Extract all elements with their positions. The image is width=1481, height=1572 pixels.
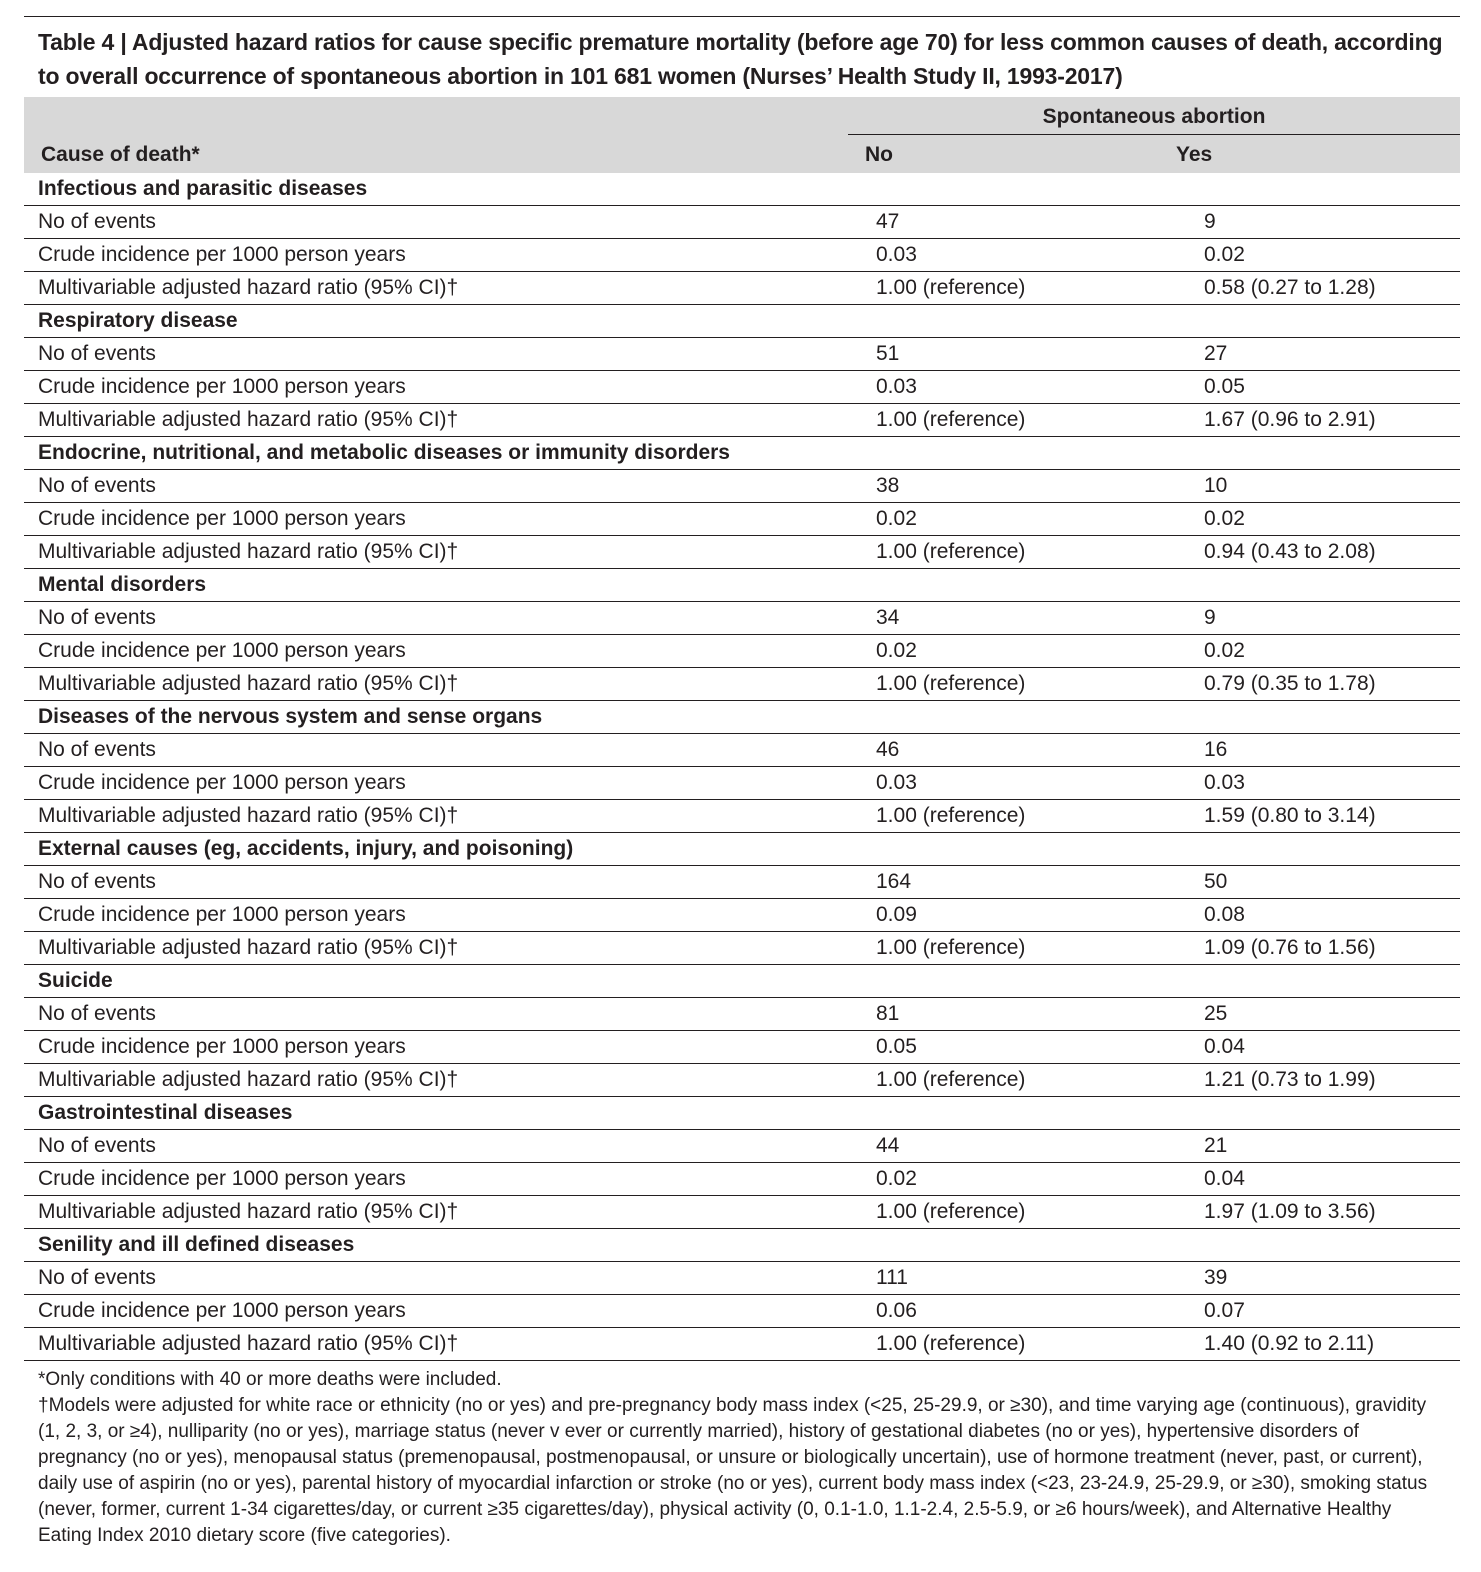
- cell-no: 0.05: [862, 1031, 1190, 1064]
- table-row: [24, 1328, 1460, 1361]
- table-row: [24, 239, 1460, 272]
- row-label: No of events: [24, 734, 862, 767]
- cell-yes: 0.02: [1190, 239, 1460, 272]
- section-header-row: [24, 701, 1460, 734]
- cell-yes: 0.04: [1190, 1031, 1460, 1064]
- row-label: No of events: [24, 470, 862, 503]
- row-label: Crude incidence per 1000 person years: [24, 899, 862, 932]
- table-row: [24, 1064, 1460, 1097]
- row-label: Multivariable adjusted hazard ratio (95% CI)†: [24, 1196, 862, 1229]
- section-name: Endocrine, nutritional, and metabolic diseases or immunity disorders: [24, 437, 862, 470]
- cell-no: 0.02: [862, 635, 1190, 668]
- cell-no: 1.00 (reference): [862, 1064, 1190, 1097]
- cell-yes: 21: [1190, 1130, 1460, 1163]
- cell-yes: 0.07: [1190, 1295, 1460, 1328]
- section-header-row: [24, 1097, 1460, 1130]
- table-row: [24, 866, 1460, 899]
- cell-yes: 1.97 (1.09 to 3.56): [1190, 1196, 1460, 1229]
- cell-yes: 0.02: [1190, 503, 1460, 536]
- cell-no: 0.06: [862, 1295, 1190, 1328]
- row-label: Multivariable adjusted hazard ratio (95% CI)†: [24, 1064, 862, 1097]
- table-row: [24, 668, 1460, 701]
- empty-cell: [862, 833, 1190, 866]
- table-row: [24, 800, 1460, 833]
- section-name: Diseases of the nervous system and sense organs: [24, 701, 862, 734]
- cell-yes: 1.59 (0.80 to 3.14): [1190, 800, 1460, 833]
- cell-no: 46: [862, 734, 1190, 767]
- cell-yes: 0.05: [1190, 371, 1460, 404]
- row-label: Multivariable adjusted hazard ratio (95% CI)†: [24, 536, 862, 569]
- row-label: No of events: [24, 602, 862, 635]
- row-label: No of events: [24, 998, 862, 1031]
- section-name: Senility and ill defined diseases: [24, 1229, 862, 1262]
- cell-no: 1.00 (reference): [862, 536, 1190, 569]
- row-label: No of events: [24, 338, 862, 371]
- cell-no: 0.02: [862, 1163, 1190, 1196]
- cell-yes: 10: [1190, 470, 1460, 503]
- table-row: [24, 1196, 1460, 1229]
- empty-cell: [862, 437, 1190, 470]
- cell-no: 111: [862, 1262, 1190, 1295]
- empty-cell: [1190, 305, 1460, 338]
- cell-no: 0.03: [862, 371, 1190, 404]
- table-row: [24, 1163, 1460, 1196]
- empty-cell: [862, 965, 1190, 998]
- row-label: No of events: [24, 1262, 862, 1295]
- row-label: No of events: [24, 1130, 862, 1163]
- cell-yes: 0.94 (0.43 to 2.08): [1190, 536, 1460, 569]
- empty-cell: [1190, 437, 1460, 470]
- cell-yes: 0.02: [1190, 635, 1460, 668]
- section-header-row: [24, 833, 1460, 866]
- section-name: External causes (eg, accidents, injury, and poisoning): [24, 833, 862, 866]
- cell-yes: 1.21 (0.73 to 1.99): [1190, 1064, 1460, 1097]
- cell-no: 51: [862, 338, 1190, 371]
- section-header-row: [24, 569, 1460, 602]
- empty-cell: [862, 701, 1190, 734]
- cell-yes: 0.58 (0.27 to 1.28): [1190, 272, 1460, 305]
- empty-cell: [862, 305, 1190, 338]
- cell-yes: 39: [1190, 1262, 1460, 1295]
- table-row: [24, 536, 1460, 569]
- section-name: Suicide: [24, 965, 862, 998]
- cell-no: 1.00 (reference): [862, 272, 1190, 305]
- cell-no: 1.00 (reference): [862, 1196, 1190, 1229]
- empty-cell: [1190, 701, 1460, 734]
- empty-cell: [862, 1229, 1190, 1262]
- cell-no: 0.02: [862, 503, 1190, 536]
- row-label: Multivariable adjusted hazard ratio (95% CI)†: [24, 932, 862, 965]
- table-row: [24, 1262, 1460, 1295]
- table-row: [24, 1295, 1460, 1328]
- empty-cell: [862, 173, 1190, 206]
- table-row: [24, 1130, 1460, 1163]
- section-header-row: [24, 305, 1460, 338]
- cell-no: 1.00 (reference): [862, 668, 1190, 701]
- row-label: No of events: [24, 206, 862, 239]
- footnote-dagger: †Models were adjusted for white race or ethnicity (no or yes) and pre-pregnancy body mass index (<25, 25-29.9, or ≥30), and time varying age (continuous), gravidity (1, 2, 3, or ≥4), nulliparity (no or yes), marriage status (never v ever or currently married), history of gestational diabetes (no or yes), hypertensive disorders of pregnancy (no or yes), menopausal status (premenopausal, postmenopausal, or unsure or biologically uncertain), use of hormone treatment (never, past, or current), daily use of aspirin (no or yes), parental history of myocardial infarction or stroke (no or yes), current body mass index (<23, 23-24.9, 25-29.9, or ≥30), smoking status (never, former, current 1-34 cigarettes/day, or current ≥35 cigarettes/day), physical activity (0, 0.1-1.0, 1.1-2.4, 2.5-5.9, or ≥6 hours/week), and Alternative Healthy Eating Index 2010 dietary score (five categories).: [38, 1395, 1428, 1546]
- table-row: [24, 272, 1460, 305]
- section-header-row: [24, 1229, 1460, 1262]
- table-figure: [24, 16, 1460, 1549]
- column-header-cause: Cause of death*: [41, 143, 200, 166]
- row-label: Multivariable adjusted hazard ratio (95% CI)†: [24, 272, 862, 305]
- spanning-header: Spontaneous abortion: [1042, 105, 1266, 128]
- cell-no: 1.00 (reference): [862, 800, 1190, 833]
- cell-yes: 1.09 (0.76 to 1.56): [1190, 932, 1460, 965]
- section-name: Respiratory disease: [24, 305, 862, 338]
- row-label: Crude incidence per 1000 person years: [24, 371, 862, 404]
- empty-cell: [1190, 569, 1460, 602]
- table-row: [24, 338, 1460, 371]
- cell-no: 1.00 (reference): [862, 404, 1190, 437]
- row-label: Crude incidence per 1000 person years: [24, 1295, 862, 1328]
- cell-no: 47: [862, 206, 1190, 239]
- footnote-star: *Only conditions with 40 or more deaths were included.: [38, 1369, 502, 1390]
- table-row: [24, 932, 1460, 965]
- cell-yes: 0.08: [1190, 899, 1460, 932]
- row-label: Crude incidence per 1000 person years: [24, 503, 862, 536]
- cell-yes: 1.67 (0.96 to 2.91): [1190, 404, 1460, 437]
- cell-yes: 9: [1190, 602, 1460, 635]
- section-header-row: [24, 965, 1460, 998]
- empty-cell: [1190, 833, 1460, 866]
- table-row: [24, 371, 1460, 404]
- section-header-row: [24, 437, 1460, 470]
- table-row: [24, 899, 1460, 932]
- cell-no: 0.03: [862, 239, 1190, 272]
- row-label: Crude incidence per 1000 person years: [24, 1163, 862, 1196]
- cell-no: 1.00 (reference): [862, 1328, 1190, 1361]
- empty-cell: [1190, 1229, 1460, 1262]
- empty-cell: [1190, 965, 1460, 998]
- table-row: [24, 767, 1460, 800]
- cell-yes: 0.79 (0.35 to 1.78): [1190, 668, 1460, 701]
- table-row: [24, 998, 1460, 1031]
- cell-yes: 9: [1190, 206, 1460, 239]
- footnotes: [24, 1361, 1460, 1549]
- section-name: Infectious and parasitic diseases: [38, 177, 368, 200]
- data-table: [24, 173, 1460, 1360]
- table-row: [24, 206, 1460, 239]
- empty-cell: [862, 569, 1190, 602]
- cell-no: 38: [862, 470, 1190, 503]
- cell-yes: 25: [1190, 998, 1460, 1031]
- row-label: No of events: [24, 866, 862, 899]
- table-title: Table 4 | Adjusted hazard ratios for cause specific premature mortality (before age 70) for less common causes of death, according to overall occurrence of spontaneous abortion in 101 681 women (Nurses’ Health Study II, 1993-2017): [24, 17, 1460, 97]
- spanning-header-rule: [848, 134, 1460, 135]
- cell-yes: 0.03: [1190, 767, 1460, 800]
- empty-cell: [862, 1097, 1190, 1130]
- cell-no: 0.09: [862, 899, 1190, 932]
- cell-no: 44: [862, 1130, 1190, 1163]
- table-row: [24, 602, 1460, 635]
- cell-yes: 0.04: [1190, 1163, 1460, 1196]
- table-row: [24, 404, 1460, 437]
- cell-yes: 50: [1190, 866, 1460, 899]
- table-row: [24, 635, 1460, 668]
- empty-cell: [1190, 173, 1460, 206]
- section-name: Mental disorders: [24, 569, 862, 602]
- table-header: [24, 97, 1460, 173]
- row-label: Crude incidence per 1000 person years: [24, 239, 862, 272]
- table-row: [24, 1031, 1460, 1064]
- row-label: Multivariable adjusted hazard ratio (95% CI)†: [24, 1328, 862, 1361]
- column-header-no: No: [865, 143, 893, 166]
- cell-no: 164: [862, 866, 1190, 899]
- row-label: Multivariable adjusted hazard ratio (95% CI)†: [24, 404, 862, 437]
- cell-no: 81: [862, 998, 1190, 1031]
- table-row: [24, 470, 1460, 503]
- row-label: Crude incidence per 1000 person years: [24, 767, 862, 800]
- row-label: Multivariable adjusted hazard ratio (95% CI)†: [24, 800, 862, 833]
- table-row: [24, 503, 1460, 536]
- cell-yes: 16: [1190, 734, 1460, 767]
- cell-no: 0.03: [862, 767, 1190, 800]
- empty-cell: [1190, 1097, 1460, 1130]
- row-label: Multivariable adjusted hazard ratio (95% CI)†: [24, 668, 862, 701]
- table-row: [24, 734, 1460, 767]
- row-label: Crude incidence per 1000 person years: [24, 1031, 862, 1064]
- table-body: [24, 173, 1460, 1360]
- cell-no: 1.00 (reference): [862, 932, 1190, 965]
- cell-yes: 27: [1190, 338, 1460, 371]
- row-label: Crude incidence per 1000 person years: [24, 635, 862, 668]
- section-name: Gastrointestinal diseases: [24, 1097, 862, 1130]
- column-header-yes: Yes: [1176, 143, 1213, 166]
- cell-no: 34: [862, 602, 1190, 635]
- section-header-row: [24, 173, 1460, 206]
- cell-yes: 1.40 (0.92 to 2.11): [1190, 1328, 1460, 1361]
